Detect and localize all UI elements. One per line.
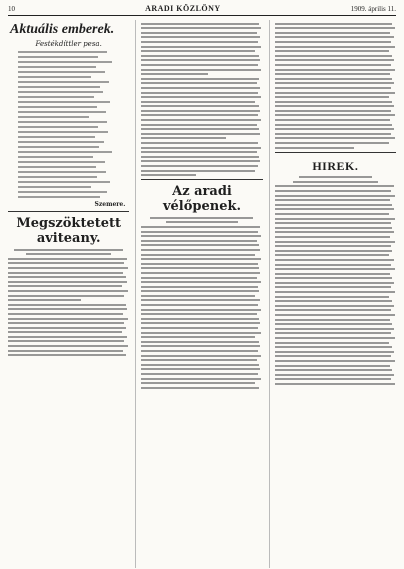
masthead [8,4,396,16]
section-heading-hirek: HIREK. [312,158,359,173]
poem-stanza [18,171,129,198]
news-body [275,176,396,385]
poem-signature: Szemere. [94,201,126,208]
poem-title: Festékdíttler pesa. [35,40,102,48]
column-middle [135,20,262,568]
article-heading-aktualis: Aktuális emberek. [10,22,115,37]
column-right [269,20,396,568]
article-heading-megszoktetett: Megszöktetett aviteany. [16,216,122,246]
article-body [8,249,129,357]
poem-stanza [18,91,129,128]
divider [275,152,396,153]
column-left [8,20,129,568]
article-heading-velopenek: Az aradi vélőpenek. [162,184,242,215]
issue-date: 1909. április 11. [350,5,396,13]
paper-name: ARADI KÖZLÖNY [145,4,221,13]
page-number: 10 [8,5,15,13]
divider [8,211,129,212]
divider [141,179,262,180]
article-body-top [275,23,396,149]
article-body-top [141,23,262,177]
poem-stanza [18,51,129,88]
poem-stanza [18,131,129,168]
article-body [141,217,262,389]
